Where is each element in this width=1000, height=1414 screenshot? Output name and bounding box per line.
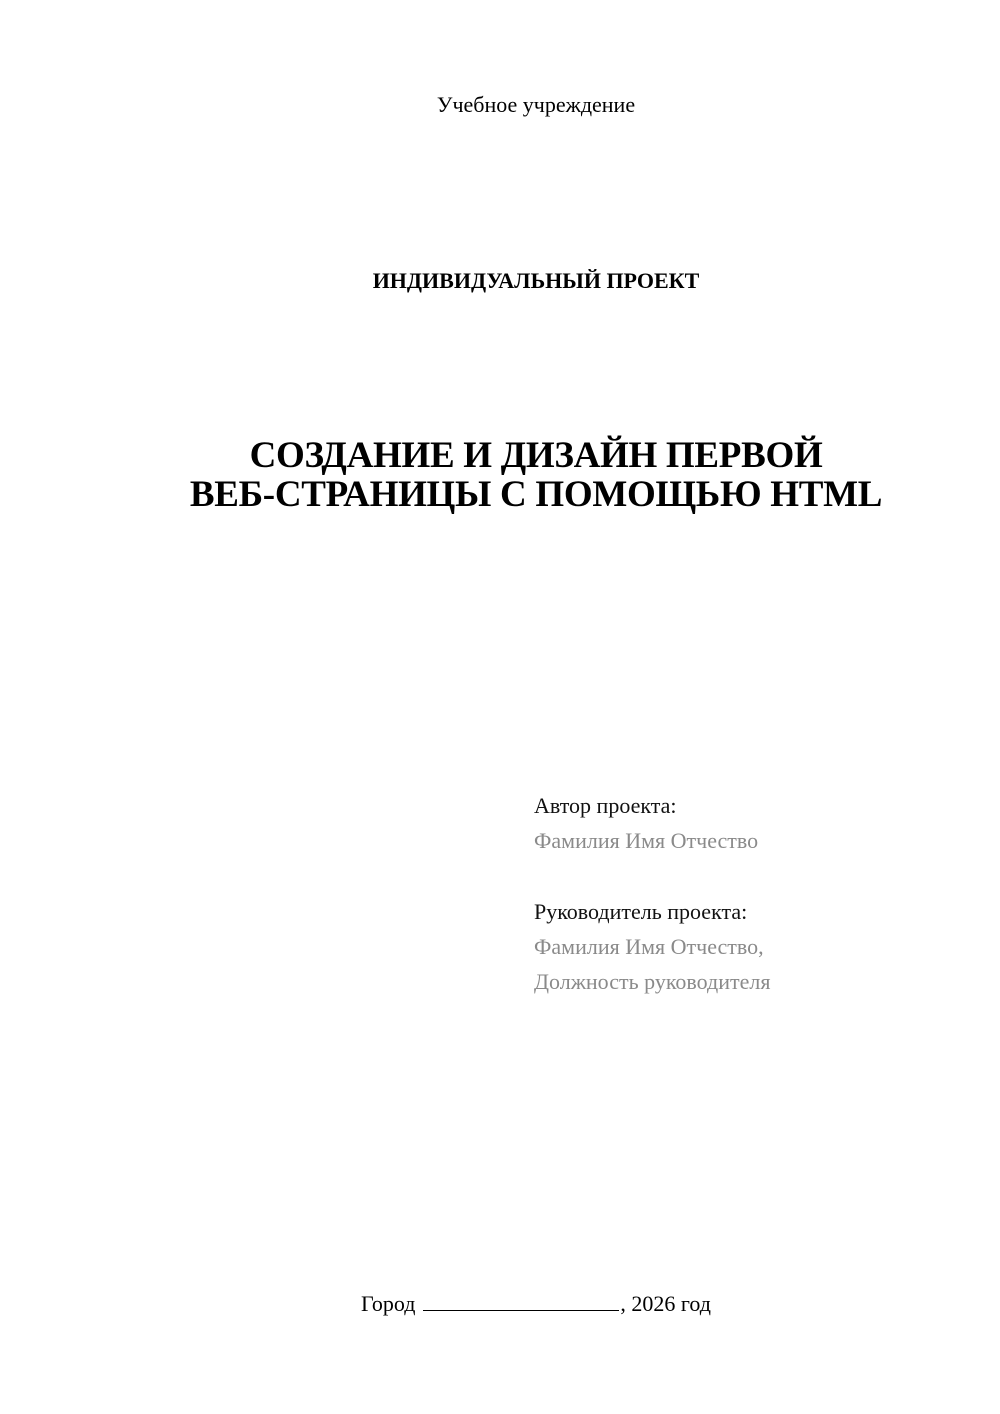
year-text: , 2026 год	[620, 1291, 711, 1316]
project-title-line-1: СОЗДАНИЕ И ДИЗАЙН ПЕРВОЙ	[249, 435, 823, 476]
footer-city-year	[0, 1290, 1000, 1318]
city-blank-line	[423, 1290, 619, 1311]
supervisor-label: Руководитель проекта:	[534, 899, 748, 924]
city-label: Город	[361, 1291, 416, 1316]
project-title-line-2: ВЕБ-СТРАНИЦЫ С ПОМОЩЬЮ HTML	[189, 474, 883, 515]
author-name: Фамилия Имя Отчество	[534, 828, 759, 853]
supervisor-position: Должность руководителя	[534, 969, 771, 994]
author-label: Автор проекта:	[534, 793, 677, 818]
supervisor-name: Фамилия Имя Отчество,	[534, 934, 764, 959]
institution-name: Учебное учреждение	[436, 92, 636, 117]
project-type-heading: ИНДИВИДУАЛЬНЫЙ ПРОЕКТ	[372, 268, 700, 293]
project-title	[0, 436, 1000, 514]
credits-block	[534, 788, 770, 999]
